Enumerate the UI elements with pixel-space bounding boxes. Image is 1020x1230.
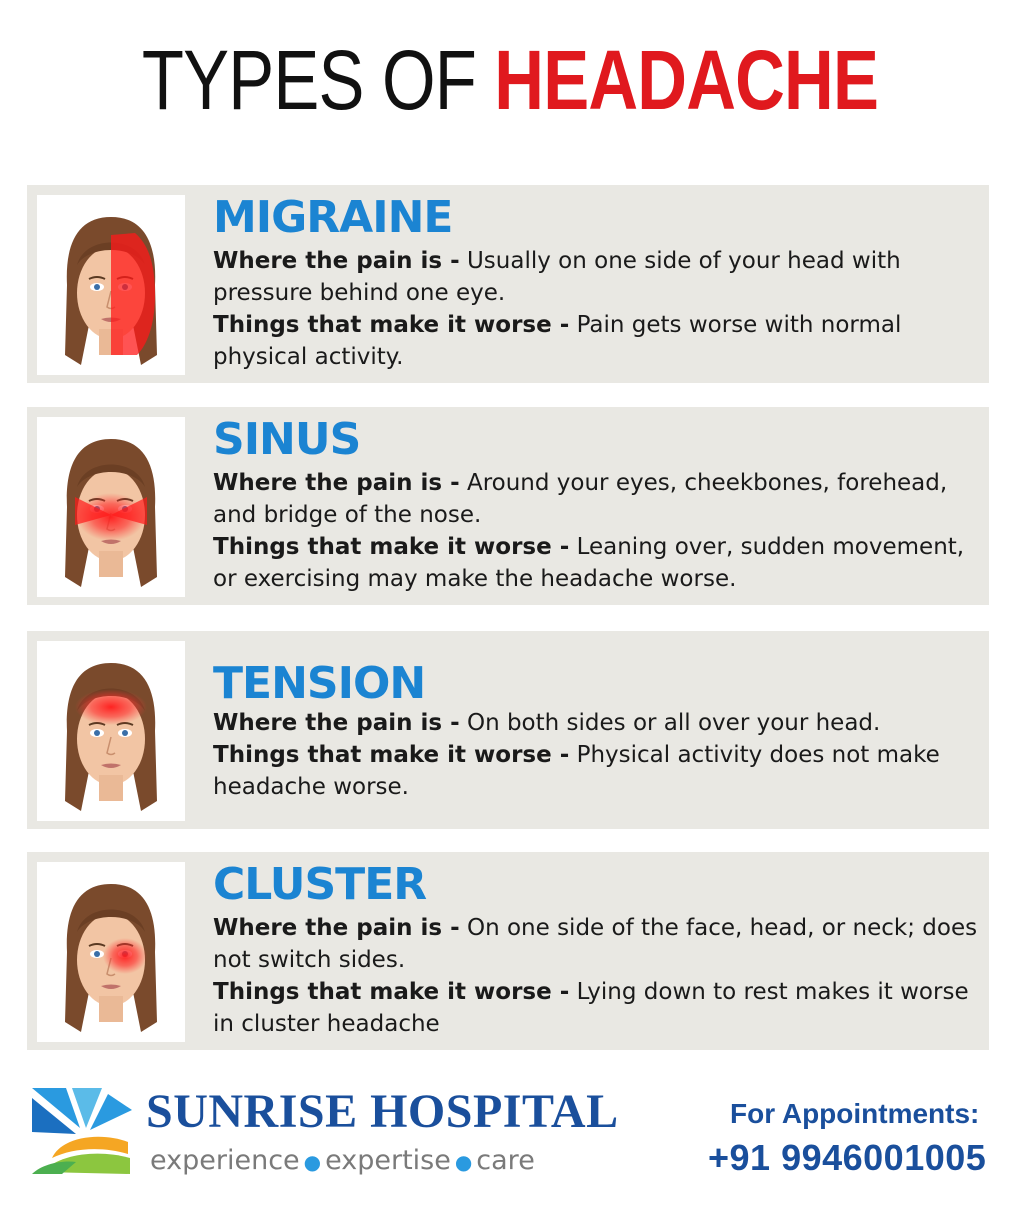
headache-name: SINUS: [213, 414, 361, 465]
title-part-1: TYPES OF: [141, 33, 476, 127]
cluster-face-illustration: [37, 862, 185, 1042]
headache-card-cluster: [27, 852, 989, 1050]
phone-number[interactable]: +91 9946001005: [708, 1137, 987, 1178]
worse-text: Pain gets worse with normal physical activity.: [213, 312, 902, 370]
worse-label: Things that make it worse -: [213, 742, 570, 768]
bullet-dot-icon: ●: [454, 1150, 473, 1174]
tension-face-illustration: [37, 641, 185, 821]
worse-label: Things that make it worse -: [213, 979, 570, 1005]
headache-description: [213, 467, 983, 595]
migraine-face-illustration: [37, 195, 185, 375]
worse-text: Lying down to rest makes it worse in cluster headache: [213, 979, 969, 1037]
where-label: Where the pain is -: [213, 248, 460, 274]
sinus-face-illustration: [37, 417, 185, 597]
face-forehead-pain-icon: [37, 641, 185, 821]
worse-label: Things that make it worse -: [213, 312, 570, 338]
title-part-2: HEADACHE: [494, 33, 879, 127]
headache-description: [213, 707, 983, 803]
worse-label: Things that make it worse -: [213, 534, 570, 560]
where-label: Where the pain is -: [213, 710, 460, 736]
worse-text: Physical activity does not make headache worse.: [213, 742, 940, 800]
face-one-side-pain-icon: [37, 195, 185, 375]
where-text: On one side of the face, head, or neck; does not switch sides.: [213, 915, 978, 973]
headache-card-sinus: [27, 407, 989, 605]
sunrise-logo-icon: [32, 1088, 132, 1174]
where-text: On both sides or all over your head.: [466, 710, 881, 736]
hospital-tagline: [150, 1143, 535, 1180]
bullet-dot-icon: ●: [303, 1150, 322, 1174]
tagline-word: experience: [150, 1145, 300, 1176]
where-label: Where the pain is -: [213, 470, 460, 496]
headache-description: [213, 245, 983, 373]
tagline-word: expertise: [325, 1145, 451, 1176]
headache-description: [213, 912, 983, 1040]
headache-card-tension: [27, 631, 989, 829]
where-text: Around your eyes, cheekbones, forehead, and bridge of the nose.: [213, 470, 948, 528]
where-label: Where the pain is -: [213, 915, 460, 941]
where-text: Usually on one side of your head with pressure behind one eye.: [213, 248, 901, 306]
appointment-label: For Appointments:: [730, 1098, 980, 1129]
headache-name: TENSION: [213, 658, 426, 709]
face-sinus-pain-icon: [37, 417, 185, 597]
face-one-eye-pain-icon: [37, 862, 185, 1042]
headache-name: CLUSTER: [213, 859, 427, 910]
headache-name: MIGRAINE: [213, 192, 453, 243]
tagline-word: care: [476, 1145, 535, 1176]
hospital-name: SUNRISE HOSPITAL: [146, 1085, 619, 1138]
page-title: [92, 30, 928, 130]
headache-card-migraine: [27, 185, 989, 383]
worse-text: Leaning over, sudden movement, or exercising may make the headache worse.: [213, 534, 965, 592]
